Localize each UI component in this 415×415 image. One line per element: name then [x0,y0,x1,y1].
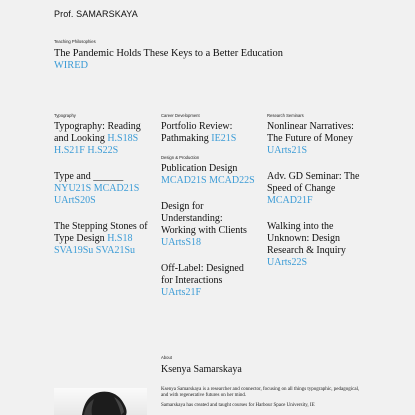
teaching-philosophy-section [54,39,314,72]
section-label-career: Career Development [161,113,200,118]
column-career-design [161,113,256,313]
course-code-link[interactable]: IE21S [211,133,237,144]
course-title[interactable]: Type and ______ [54,171,124,182]
course-entry [267,171,362,207]
course-code-link[interactable]: MCAD21S [161,175,207,186]
course-entry [161,263,256,299]
about-paragraph: Samarskaya has created and taught courses for Harbour Space University, IE [161,403,315,408]
course-title[interactable]: Publication Design [161,163,238,174]
philosophy-headline-link[interactable]: The Pandemic Holds These Keys to a Better Education [54,48,283,59]
course-code-link[interactable]: H.S18S [107,133,139,144]
section-label-philosophy: Teaching Philosophies [54,39,96,44]
site-title[interactable]: Prof. SAMARSKAYA [54,9,138,19]
course-code-link[interactable]: SVA21Su [95,245,136,256]
about-section [161,355,361,413]
portrait-hair-shape [54,388,147,415]
course-code-link[interactable]: UArts22S [267,257,308,268]
course-code-link[interactable]: H.S22S [87,145,119,156]
course-code-link[interactable]: MCAD21S [93,183,140,194]
course-code-link[interactable]: H.S18 [107,233,133,244]
course-title[interactable]: Adv. GD Seminar: The Speed of Change [267,171,360,194]
course-code-link[interactable]: UArts21F [161,287,202,298]
course-title[interactable]: Walking into the Unknown: Design Research & Inquiry [267,221,346,256]
course-entry [54,171,149,207]
about-name: Ksenya Samarskaya [161,364,242,375]
course-code-link[interactable]: NYU21S [54,183,92,194]
course-entry [54,221,149,257]
course-code-link[interactable]: H.S21F [54,145,85,156]
course-title[interactable]: Design for Understanding: Working with Clients [161,201,247,236]
course-code-link[interactable]: MCAD21F [267,195,313,206]
course-entry [161,201,256,249]
course-title[interactable]: Portfolio Review: Pathmaking [161,121,233,144]
course-entry [161,121,256,145]
course-title[interactable]: Typography: Reading and Looking [54,121,141,144]
course-code-link[interactable]: SVA19Su [54,245,94,256]
course-code-link[interactable]: MCAD22S [209,175,255,186]
portrait-photo [54,388,147,415]
course-entry [267,121,362,157]
course-entry [161,163,256,187]
column-research [267,113,362,283]
column-typography [54,113,149,271]
course-code-link[interactable]: UArts21S [267,145,308,156]
course-code-link[interactable]: UArtsS18 [161,237,202,248]
section-label-research: Research Seminars [267,113,304,118]
course-title[interactable]: The Stepping Stones of Type Design [54,221,148,244]
section-label-design-production: Design & Production [161,155,200,160]
section-label-typography: Typography [54,113,76,118]
course-title[interactable]: Off-Label: Designed for Interactions [161,263,244,286]
course-entry [267,221,362,269]
section-label-about: About [161,355,172,360]
course-entry [54,121,149,157]
course-title[interactable]: Nonlinear Narratives: The Future of Money [267,121,354,144]
philosophy-source-link[interactable]: WIRED [54,60,89,71]
course-code-link[interactable]: UArtS20S [54,195,96,206]
about-paragraph: Ksenya Samarskaya is a researcher and connector, focusing on all things typographic, pedagogical, and with regenerative futures on her mind. [161,387,360,398]
